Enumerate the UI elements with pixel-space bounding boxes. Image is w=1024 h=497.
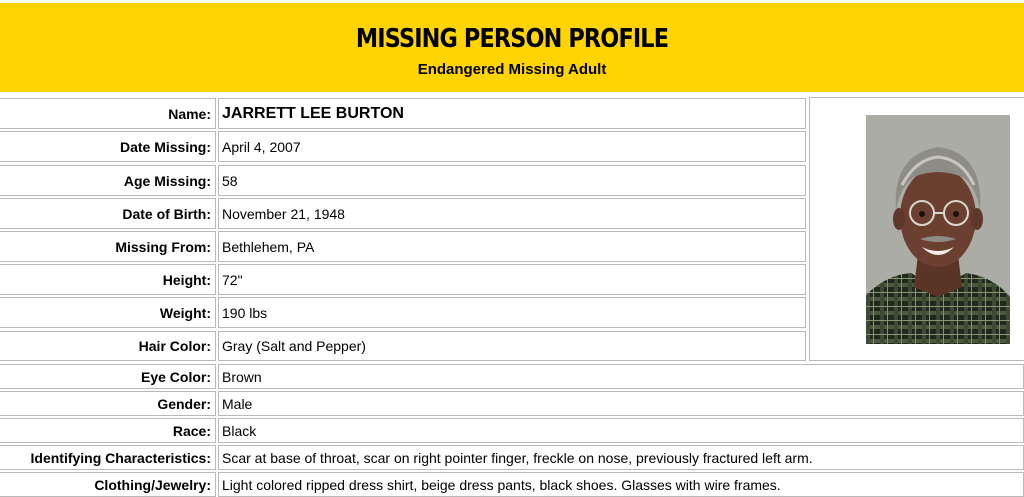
field-label-date-of-birth: Date of Birth: [0,198,216,229]
field-label-date-missing: Date Missing: [0,131,216,162]
field-label-missing-from: Missing From: [0,231,216,262]
field-label-clothing-jewelry: Clothing/Jewelry: [0,472,216,497]
field-value-age-missing: 58 [218,165,806,196]
field-label-identifying-characteristics: Identifying Characteristics: [0,445,216,470]
field-value-height: 72" [218,264,806,295]
field-label-age-missing: Age Missing: [0,165,216,196]
field-label-gender: Gender: [0,391,216,416]
field-label-race: Race: [0,418,216,443]
portrait-illustration [866,115,1010,344]
field-label-name: Name: [0,98,216,129]
field-value-hair-color: Gray (Salt and Pepper) [218,331,806,361]
field-label-weight: Weight: [0,297,216,328]
field-value-date-of-birth: November 21, 1948 [218,198,806,229]
field-value-weight: 190 lbs [218,297,806,328]
field-label-eye-color: Eye Color: [0,364,216,389]
page-title: MISSING PERSON PROFILE [355,24,669,54]
field-label-height: Height: [0,264,216,295]
field-value-race: Black [218,418,1024,443]
field-value-clothing-jewelry: Light colored ripped dress shirt, beige dress pants, black shoes. Glasses with wire frames. [218,472,1024,497]
field-value-missing-from: Bethlehem, PA [218,231,806,262]
field-value-date-missing: April 4, 2007 [218,131,806,162]
missing-person-photo [866,115,1010,344]
field-value-name: JARRETT LEE BURTON [218,98,806,129]
field-label-hair-color: Hair Color: [0,331,216,361]
page-header [0,3,1024,92]
field-value-eye-color: Brown [218,364,1024,389]
page-subtitle: Endangered Missing Adult [417,61,607,78]
field-value-identifying-characteristics: Scar at base of throat, scar on right pointer finger, freckle on nose, previously fractured left arm. [218,445,1024,470]
field-value-gender: Male [218,391,1024,416]
